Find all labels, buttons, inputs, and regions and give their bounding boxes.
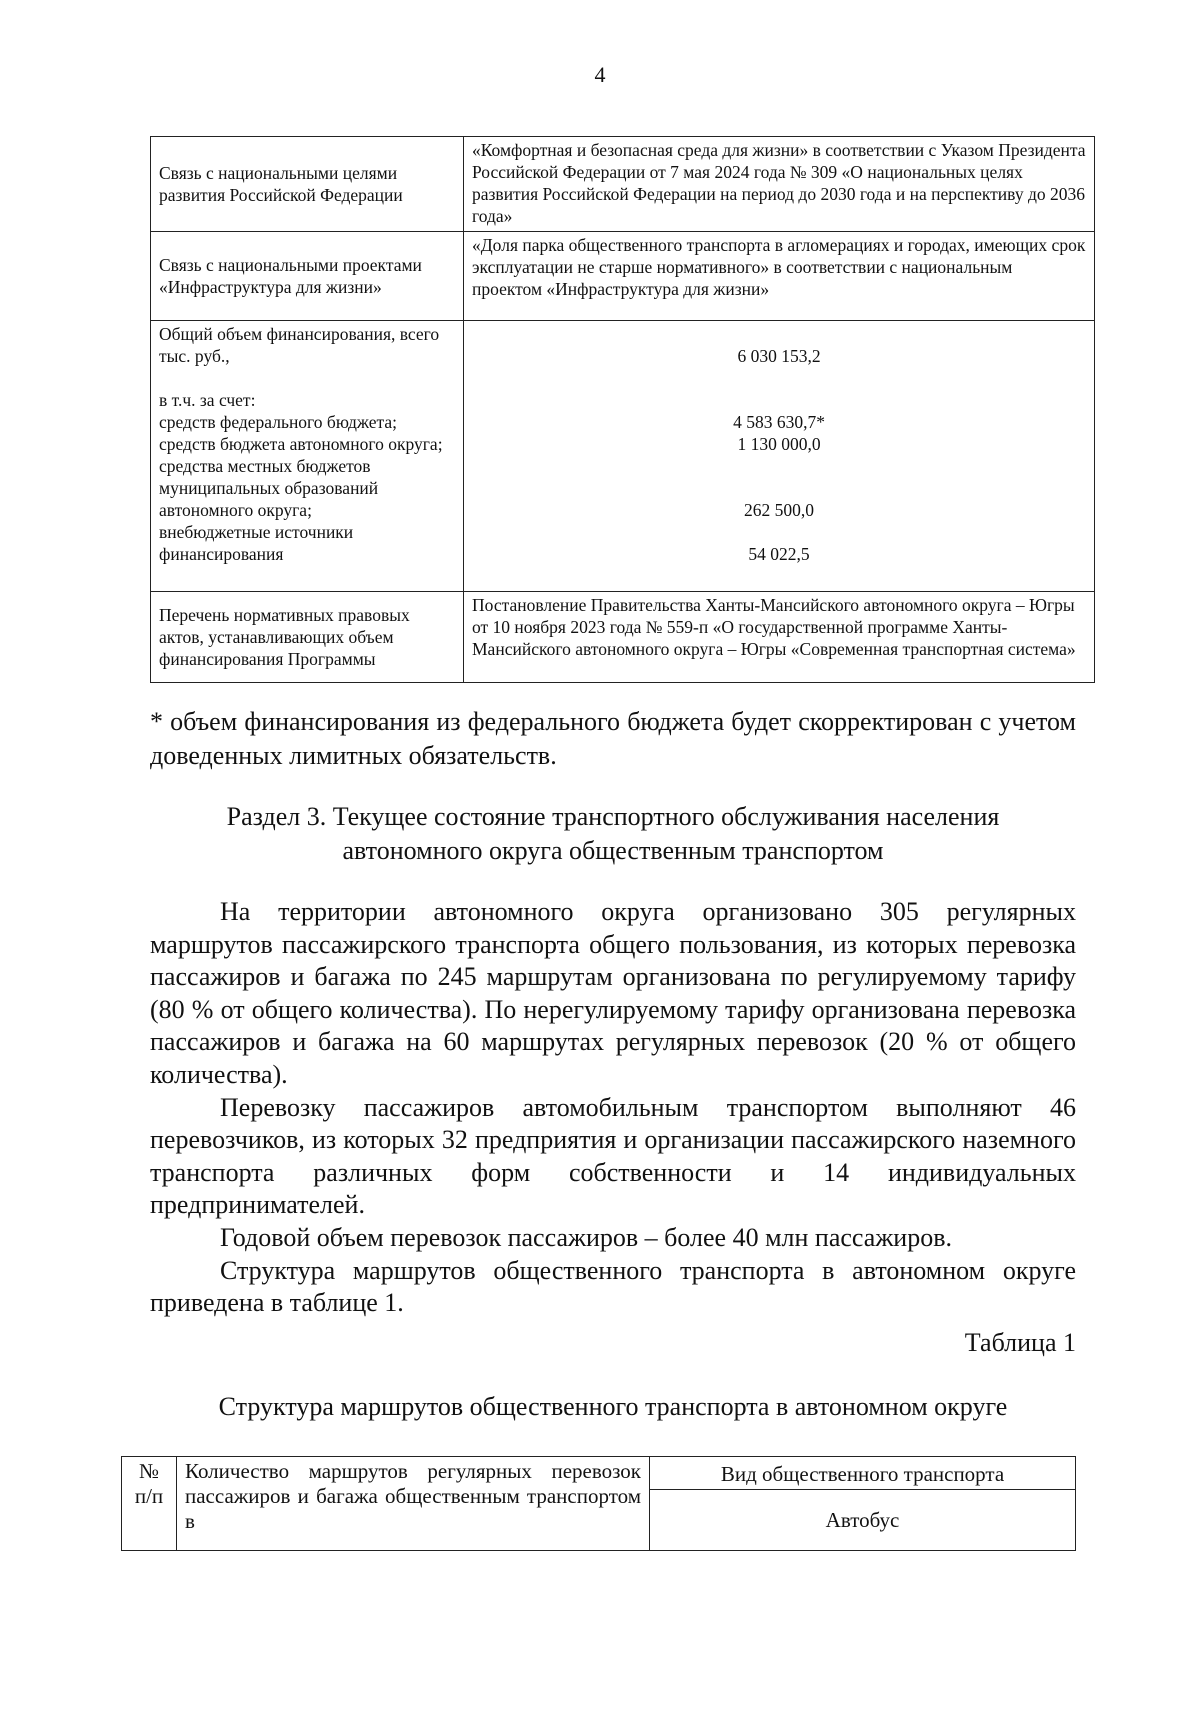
footnote: * объем финансирования из федерального бюджета будет скорректирован с учетом доведенных лимитных обязательств.	[150, 707, 1076, 770]
section-title	[150, 800, 1076, 868]
total-financing-label: Общий объем финансирования, всего тыс. руб.,	[159, 324, 440, 366]
table-row	[151, 137, 1095, 232]
table-row	[151, 592, 1095, 683]
financing-labels	[151, 321, 464, 592]
extrabudgetary-label: внебюджетные источники финансирования	[159, 522, 354, 564]
total-financing-value: 6 030 153,2	[737, 346, 821, 366]
local-budget-value: 262 500,0	[744, 500, 814, 520]
routes-structure-table	[121, 1456, 1076, 1551]
row-value: Постановление Правительства Ханты-Мансийского автономного округа – Югры от 10 ноября 2023 года № 559-п «О государственной программе Ханты-Мансийского автономного округа – Югры «Современная транспортная система»	[464, 592, 1095, 683]
financing-row	[151, 321, 1095, 592]
table-row	[122, 1457, 1076, 1490]
federal-budget-value: 4 583 630,7*	[733, 412, 825, 432]
section-body	[150, 896, 1076, 1320]
extrabudgetary-value: 54 022,5	[748, 544, 810, 564]
page-number: 4	[594, 62, 606, 87]
transport-type-cell: Автобус	[650, 1490, 1076, 1551]
row-label: Связь с национальными целями развития Российской Федерации	[151, 137, 464, 232]
table-row	[151, 232, 1095, 321]
paragraph: Годовой объем перевозок пассажиров – более 40 млн пассажиров.	[220, 1222, 952, 1252]
paragraph: На территории автономного округа организовано 305 регулярных маршрутов пассажирского транспорта общего пользования, из которых перевозка пассажиров и багажа по 245 маршрутам организована по регулируемому тарифу (80 % от общего количества). По нерегулируемому тарифу организована перевозка пассажиров и багажа на 60 маршрутах регулярных перевозок (20 % от общего количества).	[150, 897, 1076, 1089]
section-title-line: Раздел 3. Текущее состояние транспортного обслуживания населения	[226, 802, 1000, 831]
section-title-line: автономного округа общественным транспортом	[342, 836, 884, 865]
financing-values	[464, 321, 1095, 592]
column-header-number: № п/п	[122, 1457, 177, 1551]
federal-budget-label: средств федерального бюджета;	[159, 412, 398, 432]
program-passport-table	[150, 136, 1095, 683]
row-label: Перечень нормативных правовых актов, устанавливающих объем финансирования Программы	[151, 592, 464, 683]
row-value: «Комфортная и безопасная среда для жизни» в соответствии с Указом Президента Российской Федерации от 7 мая 2024 года № 309 «О национальных целях развития Российской Федерации на период до 2030 года и на перспективу до 2036 года»	[464, 137, 1095, 232]
paragraph: Структура маршрутов общественного транспорта в автономном округе приведена в таблице 1.	[150, 1255, 1076, 1318]
local-budget-label: средства местных бюджетов муниципальных образований автономного округа;	[159, 456, 379, 520]
column-header-route-count: Количество маршрутов регулярных перевозок пассажиров и багажа общественным транспортом в	[177, 1457, 650, 1551]
table-label: Таблица 1	[964, 1328, 1076, 1357]
paragraph: Перевозку пассажиров автомобильным транспортом выполняют 46 перевозчиков, из которых 32 предприятия и организации пассажирского наземного транспорта различных форм собственности и 14 индивидуальных предпринимателей.	[150, 1092, 1076, 1220]
row-label: Связь с национальными проектами «Инфраструктура для жизни»	[151, 232, 464, 321]
okrug-budget-label: средств бюджета автономного округа;	[159, 434, 443, 454]
table-caption: Структура маршрутов общественного транспорта в автономном округе	[218, 1392, 1008, 1421]
row-value: «Доля парка общественного транспорта в агломерациях и городах, имеющих срок эксплуатации не старше нормативного» в соответствии с национальным проектом «Инфраструктура для жизни»	[464, 232, 1095, 321]
okrug-budget-value: 1 130 000,0	[737, 434, 821, 454]
including-label: в т.ч. за счет:	[159, 390, 256, 410]
column-header-transport-type: Вид общественного транспорта	[650, 1457, 1076, 1490]
